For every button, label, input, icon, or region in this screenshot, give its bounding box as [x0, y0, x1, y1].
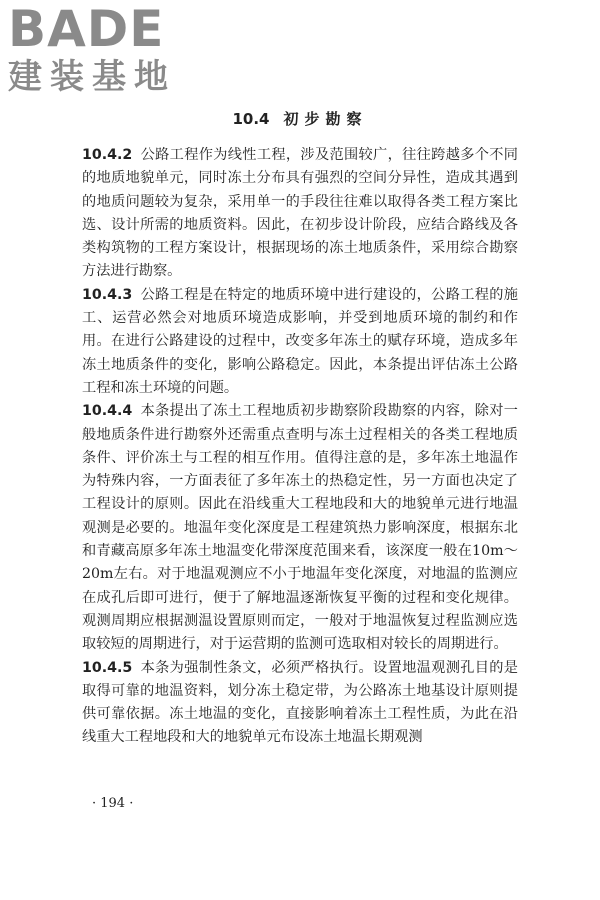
paragraph-text: 公路工程是在特定的地质环境中进行建设的，公路工程的施工、运营必然会对地质环境造成影响，并受到地质环境的制约和作用。在进行公路建设的过程中，改变多年冻土的赋存环境，造成多年冻土地质条件的变化，影响公路稳定。因此，本条提出评估冻土公路工程和冻土环境的问题。 — [82, 286, 518, 396]
paragraph-text: 本条提出了冻土工程地质初步勘察阶段勘察的内容，除对一般地质条件进行勘察外还需重点查明与冻土过程相关的各类工程地质条件、评价冻土与工程的相互作用。值得注意的是，多年冻土地温作为特殊内容，一方面表征了多年冻土的热稳定性，另一方面也决定了工程设计的原则。因此在沿线重大工程地段和大的地貌单元进行地温观测是必要的。地温年变化深度是工程建筑热力影响深度，根据东北和青藏高原多年冻土地温变化带深度范围来看，该深度一般在10m～20m左右。对于地温观测应不小于地温年变化深度，对地温的监测应在成孔后即可进行，便于了解地温逐渐恢复平衡的过程和变化规律。观测周期应根据测温设置原则而定，一般对于地温恢复过程监测应选取较短的周期进行，对于运营期的监测可选取相对较长的周期进行。 — [82, 403, 518, 653]
logo-wordmark: BADE — [8, 0, 165, 58]
paragraph-10-4-4 — [82, 400, 518, 656]
page-number: · 194 · — [92, 796, 134, 811]
paragraph-10-4-5 — [82, 657, 518, 750]
section-heading — [0, 108, 600, 129]
document-body — [82, 144, 518, 750]
clause-number: 10.4.3 — [82, 286, 133, 303]
clause-number: 10.4.4 — [82, 403, 133, 420]
paragraph-text: 公路工程作为线性工程，涉及范围较广，往往跨越多个不同的地质地貌单元，同时冻土分布具有强烈的空间分异性，造成其遇到的地质问题较为复杂，采用单一的手段往往难以取得各类工程方案比选、设计所需的地质资料。因此，在初步设计阶段，应结合路线及各类构筑物的工程方案设计，根据现场的冻土地质条件，采用综合勘察方法进行勘察。 — [82, 147, 518, 280]
paragraph-text: 本条为强制性条文，必须严格执行。设置地温观测孔目的是取得可靠的地温资料，划分冻土稳定带，为公路冻土地基设计原则提供可靠依据。冻土地温的变化，直接影响着冻土工程性质，为此在沿线重大工程地段和大的地貌单元布设冻土地温长期观测 — [82, 659, 518, 746]
section-title: 初步勘察 — [283, 110, 368, 128]
clause-number: 10.4.5 — [82, 659, 133, 676]
section-number: 10.4 — [232, 110, 270, 128]
logo-subtitle: 建装基地 — [8, 57, 176, 97]
brand-logo — [8, 0, 176, 97]
paragraph-10-4-3 — [82, 284, 518, 400]
clause-number: 10.4.2 — [82, 147, 133, 163]
paragraph-10-4-2 — [82, 144, 518, 284]
